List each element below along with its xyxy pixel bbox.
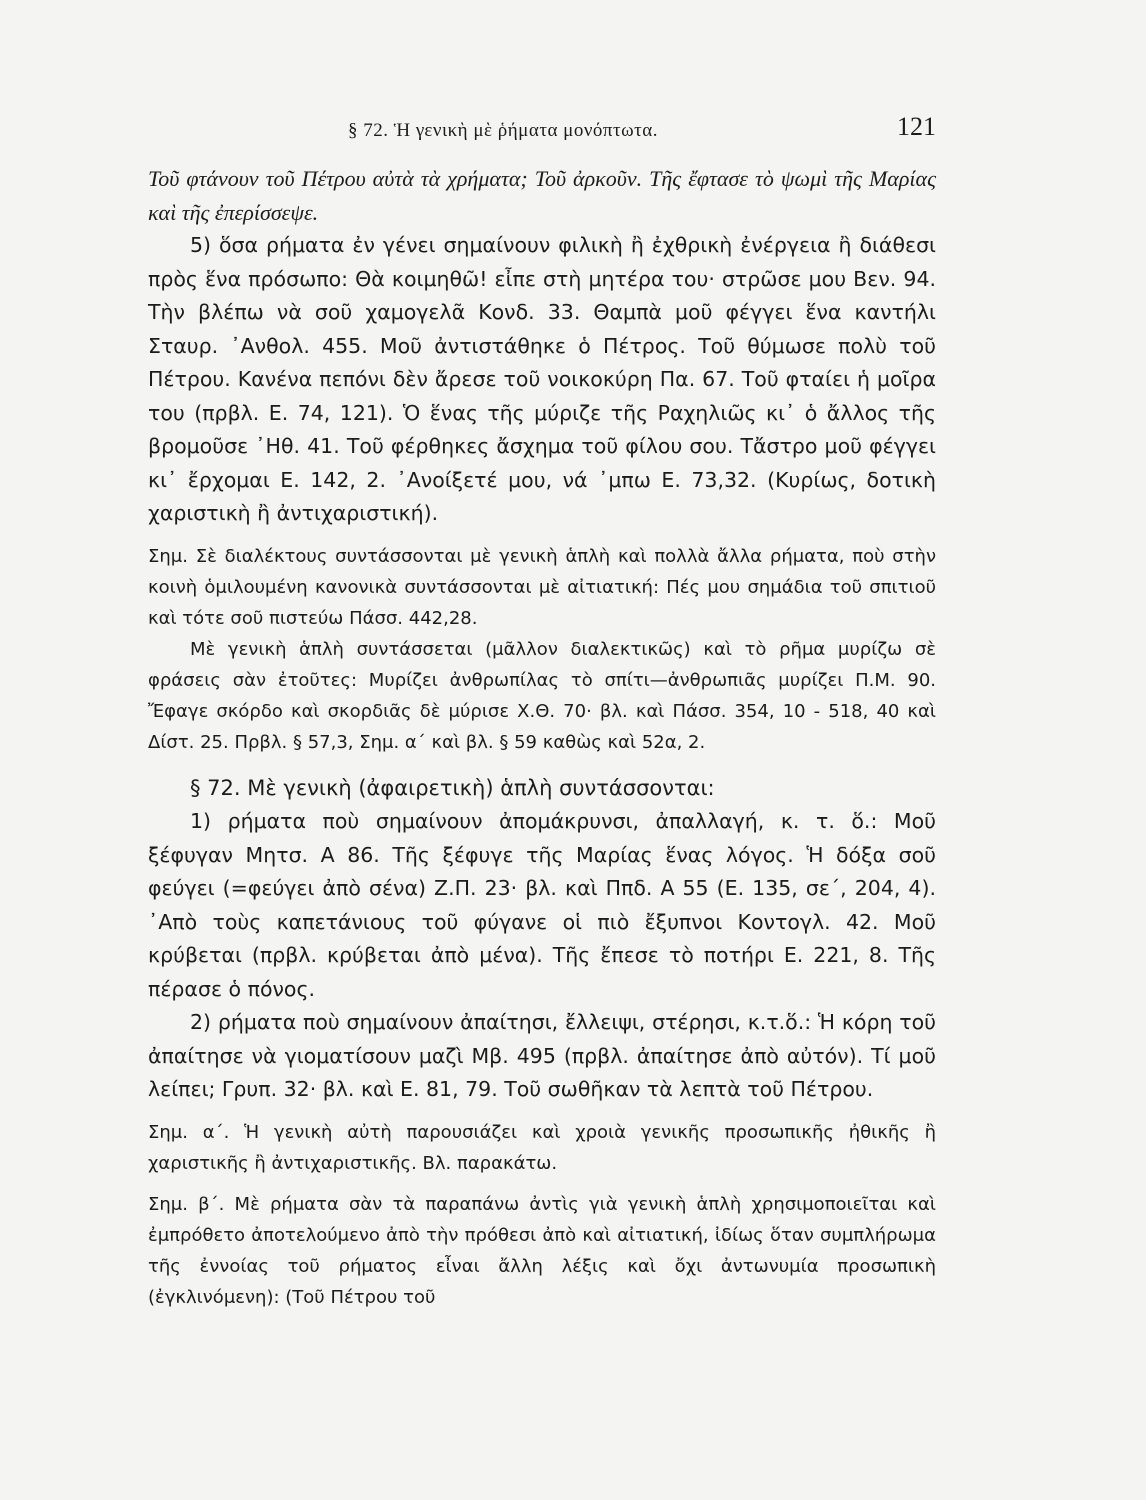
note-alpha: Σημ. α΄. Ἡ γενικὴ αὐτὴ παρουσιάζει καὶ χροιὰ γενικῆς προσωπικῆς ἠθικῆς ἢ χαριστικῆς ἢ ἀντιχαριστικῆς. Βλ. παρακάτω. xyxy=(148,1121,936,1174)
paragraph-examples-continued: Τοῦ φτάνουν τοῦ Πέτρου αὐτὰ τὰ χρήματα; Τοῦ ἀρκοῦν. Τῆς ἔφτασε τὸ ψωμὶ τῆς Μαρίας καὶ τῆς ἐπερίσσεψε. xyxy=(148,166,936,225)
running-head: § 72. Ἡ γενικὴ μὲ ῥήματα μονόπτωτα. xyxy=(348,120,659,141)
note-dialects: Σημ. Σὲ διαλέκτους συντάσσονται μὲ γενικὴ ἁπλὴ καὶ πολλὰ ἄλλα ρήματα, ποὺ στὴν κοινὴ ὁμιλουμένη κανονικὰ συντάσσονται μὲ αἰτιατική: Πές μου σημάδια τοῦ σπιτιοῦ καὶ τότε σοῦ πιστεύω Πάσσ. 442,28. xyxy=(148,545,936,629)
section-heading-72: § 72. Μὲ γενικὴ (ἀφαιρετικὴ) ἁπλὴ συντάσσονται: xyxy=(190,775,715,800)
paragraph-item-1: 1) ρήματα ποὺ σημαίνουν ἀπομάκρυνσι, ἀπαλλαγή, κ. τ. ὅ.: Μοῦ ξέφυγαν Μητσ. Α 86. Τῆς ξέφυγε τῆς Μαρίας ἕνας λόγος. Ἡ δόξα σοῦ φεύγει (=φεύγει ἀπὸ σένα) Ζ.Π. 23· βλ. καὶ Ππδ. Α 55 (Ε. 135, σε΄, 204, 4). ᾿Απὸ τοὺς καπετάνιους τοῦ φύγανε οἱ πιὸ ἔξυπνοι Κοντογλ. 42. Μοῦ κρύβεται (πρβλ. κρύβεται ἀπὸ μένα). Τῆς ἔπεσε τὸ ποτήρι Ε. 221, 8. Τῆς πέρασε ὁ πόνος. xyxy=(148,809,936,1001)
note-myrizo: Μὲ γενικὴ ἁπλὴ συντάσσεται (μᾶλλον διαλεκτικῶς) καὶ τὸ ρῆμα μυρίζω σὲ φράσεις σὰν ἐτοῦτες: Μυρίζει ἀνθρωπίλας τὸ σπίτι—ἀνθρωπιᾶς μυρίζει Π.Μ. 90. Ἔφαγε σκόρδο καὶ σκορδιᾶς δὲ μύρισε Χ.Θ. 70· βλ. καὶ Πάσσ. 354, 10 - 518, 40 καὶ Δίστ. 25. Πρβλ. § 57,3, Σημ. α΄ καὶ βλ. § 59 καθὼς καὶ 52α, 2. xyxy=(148,638,936,753)
paragraph-item-5: 5) ὅσα ρήματα ἐν γένει σημαίνουν φιλικὴ ἢ ἐχθρικὴ ἐνέργεια ἢ διάθεσι πρὸς ἕνα πρόσωπο: Θὰ κοιμηθῶ! εἶπε στὴ μητέρα του· στρῶσε μου Βεν. 94. Τὴν βλέπω νὰ σοῦ χαμογελᾶ Κονδ. 33. Θαμπὰ μοῦ φέγγει ἕνα καντήλι Σταυρ. ᾿Ανθολ. 455. Μοῦ ἀντιστάθηκε ὁ Πέτρος. Τοῦ θύμωσε πολὺ τοῦ Πέτρου. Κανένα πεπόνι δὲν ἄρεσε τοῦ νοικοκύρη Πα. 67. Τοῦ φταίει ἡ μοῖρα του (πρβλ. Ε. 74, 121). Ὁ ἕνας τῆς μύριζε τῆς Ραχηλιῶς κι᾿ ὁ ἄλλος τῆς βρομοῦσε ᾿Ηθ. 41. Τοῦ φέρθηκες ἄσχημα τοῦ φίλου σου. Τἄστρο μοῦ φέγγει κι᾿ ἔρχομαι Ε. 142, 2. ᾿Ανοίξετέ μου, νά ᾿μπω Ε. 73,32. (Κυρίως, δοτικὴ χαριστικὴ ἢ ἀντιχαριστική). xyxy=(148,233,936,525)
page-number: 121 xyxy=(897,112,936,141)
page-header xyxy=(148,112,936,148)
paragraph-item-2: 2) ρήματα ποὺ σημαίνουν ἀπαίτησι, ἔλλειψι, στέρησι, κ.τ.ὅ.: Ἡ κόρη τοῦ ἀπαίτησε νὰ γιοματίσουν μαζὶ Μβ. 495 (πρβλ. ἀπαίτησε ἀπὸ αὐτόν). Τί μοῦ λείπει; Γρυπ. 32· βλ. καὶ Ε. 81, 79. Τοῦ σωθῆκαν τὰ λεπτὰ τοῦ Πέτρου. xyxy=(148,1010,936,1101)
note-beta: Σημ. β΄. Μὲ ρήματα σὰν τὰ παραπάνω ἀντὶς γιὰ γενικὴ ἁπλὴ χρησιμοποιεῖται καὶ ἐμπρόθετο ἀποτελούμενο ἀπὸ τὴν πρόθεσι ἀπὸ καὶ αἰτιατική, ἰδίως ὅταν συμπλήρωμα τῆς ἐννοίας τοῦ ρήματος εἶναι ἄλλη λέξις καὶ ὄχι ἀντωνυμία προσωπικὴ (ἐγκλινόμενη): (Τοῦ Πέτρου τοῦ xyxy=(148,1193,936,1308)
page-body xyxy=(148,162,936,1313)
